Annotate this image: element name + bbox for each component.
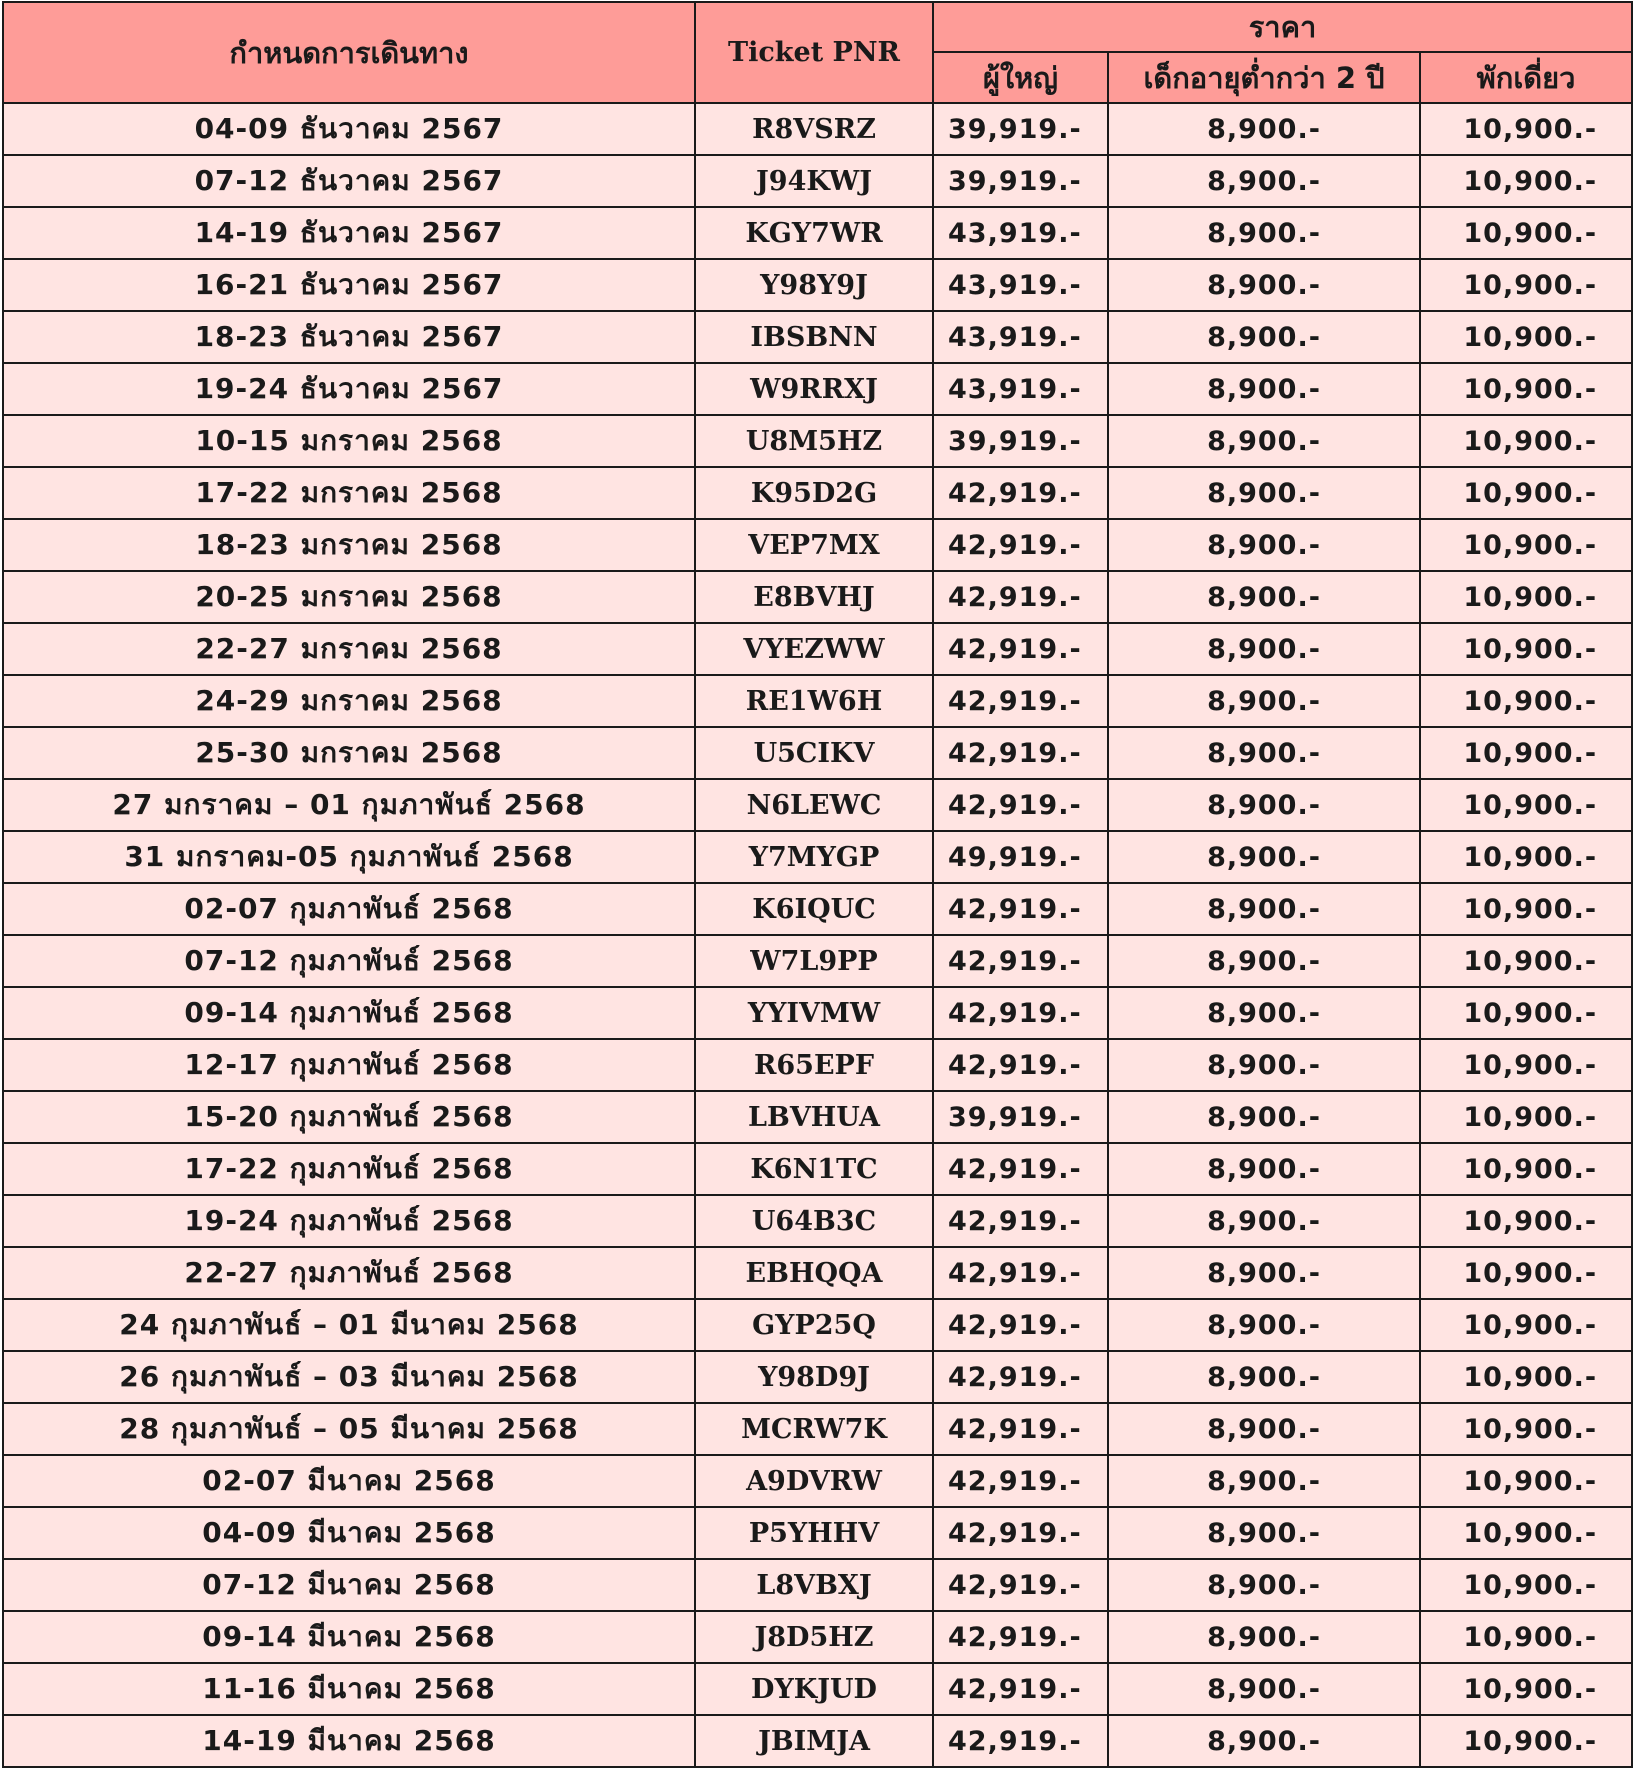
cell-child-price: 8,900.- bbox=[1108, 935, 1420, 987]
cell-child-price: 8,900.- bbox=[1108, 571, 1420, 623]
cell-ticket-pnr: KGY7WR bbox=[695, 207, 933, 259]
cell-single-supplement: 10,900.- bbox=[1420, 1039, 1632, 1091]
cell-travel-period: 25-30 มกราคม 2568 bbox=[3, 727, 695, 779]
cell-ticket-pnr: P5YHHV bbox=[695, 1507, 933, 1559]
cell-adult-price: 39,919.- bbox=[933, 155, 1108, 207]
cell-child-price: 8,900.- bbox=[1108, 1455, 1420, 1507]
cell-travel-period: 19-24 ธันวาคม 2567 bbox=[3, 363, 695, 415]
header-child-under-2: เด็กอายุต่ำกว่า 2 ปี bbox=[1108, 52, 1420, 103]
cell-adult-price: 42,919.- bbox=[933, 987, 1108, 1039]
cell-ticket-pnr: Y98Y9J bbox=[695, 259, 933, 311]
table-row bbox=[3, 883, 1632, 935]
cell-child-price: 8,900.- bbox=[1108, 1143, 1420, 1195]
cell-travel-period: 24-29 มกราคม 2568 bbox=[3, 675, 695, 727]
cell-child-price: 8,900.- bbox=[1108, 883, 1420, 935]
cell-travel-period: 17-22 กุมภาพันธ์ 2568 bbox=[3, 1143, 695, 1195]
cell-adult-price: 42,919.- bbox=[933, 779, 1108, 831]
cell-travel-period: 19-24 กุมภาพันธ์ 2568 bbox=[3, 1195, 695, 1247]
table-row bbox=[3, 415, 1632, 467]
cell-adult-price: 42,919.- bbox=[933, 519, 1108, 571]
cell-adult-price: 42,919.- bbox=[933, 1143, 1108, 1195]
cell-ticket-pnr: Y7MYGP bbox=[695, 831, 933, 883]
cell-adult-price: 39,919.- bbox=[933, 103, 1108, 155]
cell-adult-price: 42,919.- bbox=[933, 571, 1108, 623]
table-row bbox=[3, 1455, 1632, 1507]
cell-single-supplement: 10,900.- bbox=[1420, 623, 1632, 675]
cell-single-supplement: 10,900.- bbox=[1420, 1247, 1632, 1299]
table-row bbox=[3, 727, 1632, 779]
cell-single-supplement: 10,900.- bbox=[1420, 1611, 1632, 1663]
cell-ticket-pnr: L8VBXJ bbox=[695, 1559, 933, 1611]
cell-adult-price: 42,919.- bbox=[933, 623, 1108, 675]
cell-travel-period: 18-23 ธันวาคม 2567 bbox=[3, 311, 695, 363]
header-travel-period: กำหนดการเดินทาง bbox=[3, 2, 695, 103]
cell-single-supplement: 10,900.- bbox=[1420, 1715, 1632, 1767]
cell-adult-price: 42,919.- bbox=[933, 1403, 1108, 1455]
cell-travel-period: 24 กุมภาพันธ์ – 01 มีนาคม 2568 bbox=[3, 1299, 695, 1351]
cell-travel-period: 18-23 มกราคม 2568 bbox=[3, 519, 695, 571]
cell-ticket-pnr: U64B3C bbox=[695, 1195, 933, 1247]
cell-child-price: 8,900.- bbox=[1108, 155, 1420, 207]
cell-child-price: 8,900.- bbox=[1108, 207, 1420, 259]
table-row bbox=[3, 467, 1632, 519]
cell-travel-period: 02-07 มีนาคม 2568 bbox=[3, 1455, 695, 1507]
cell-child-price: 8,900.- bbox=[1108, 1039, 1420, 1091]
cell-child-price: 8,900.- bbox=[1108, 727, 1420, 779]
table-row bbox=[3, 103, 1632, 155]
cell-single-supplement: 10,900.- bbox=[1420, 571, 1632, 623]
cell-travel-period: 31 มกราคม-05 กุมภาพันธ์ 2568 bbox=[3, 831, 695, 883]
cell-travel-period: 12-17 กุมภาพันธ์ 2568 bbox=[3, 1039, 695, 1091]
cell-child-price: 8,900.- bbox=[1108, 1247, 1420, 1299]
cell-child-price: 8,900.- bbox=[1108, 311, 1420, 363]
cell-child-price: 8,900.- bbox=[1108, 623, 1420, 675]
cell-adult-price: 42,919.- bbox=[933, 1299, 1108, 1351]
table-row bbox=[3, 1663, 1632, 1715]
cell-ticket-pnr: N6LEWC bbox=[695, 779, 933, 831]
cell-single-supplement: 10,900.- bbox=[1420, 311, 1632, 363]
cell-travel-period: 10-15 มกราคม 2568 bbox=[3, 415, 695, 467]
cell-child-price: 8,900.- bbox=[1108, 259, 1420, 311]
cell-single-supplement: 10,900.- bbox=[1420, 831, 1632, 883]
cell-single-supplement: 10,900.- bbox=[1420, 155, 1632, 207]
table-row bbox=[3, 1091, 1632, 1143]
table-row bbox=[3, 207, 1632, 259]
cell-adult-price: 43,919.- bbox=[933, 259, 1108, 311]
cell-ticket-pnr: JBIMJA bbox=[695, 1715, 933, 1767]
table-row bbox=[3, 1351, 1632, 1403]
cell-ticket-pnr: VYEZWW bbox=[695, 623, 933, 675]
cell-adult-price: 42,919.- bbox=[933, 1663, 1108, 1715]
cell-child-price: 8,900.- bbox=[1108, 1091, 1420, 1143]
cell-adult-price: 42,919.- bbox=[933, 1559, 1108, 1611]
cell-single-supplement: 10,900.- bbox=[1420, 519, 1632, 571]
cell-adult-price: 42,919.- bbox=[933, 1507, 1108, 1559]
cell-single-supplement: 10,900.- bbox=[1420, 935, 1632, 987]
cell-adult-price: 39,919.- bbox=[933, 1091, 1108, 1143]
price-table-container bbox=[2, 1, 1631, 1768]
cell-adult-price: 42,919.- bbox=[933, 1351, 1108, 1403]
cell-adult-price: 42,919.- bbox=[933, 467, 1108, 519]
table-row bbox=[3, 1247, 1632, 1299]
table-row bbox=[3, 1039, 1632, 1091]
cell-single-supplement: 10,900.- bbox=[1420, 467, 1632, 519]
table-row bbox=[3, 1143, 1632, 1195]
table-row bbox=[3, 935, 1632, 987]
cell-ticket-pnr: K6IQUC bbox=[695, 883, 933, 935]
cell-travel-period: 02-07 กุมภาพันธ์ 2568 bbox=[3, 883, 695, 935]
cell-ticket-pnr: MCRW7K bbox=[695, 1403, 933, 1455]
cell-single-supplement: 10,900.- bbox=[1420, 103, 1632, 155]
cell-child-price: 8,900.- bbox=[1108, 1507, 1420, 1559]
cell-travel-period: 04-09 มีนาคม 2568 bbox=[3, 1507, 695, 1559]
cell-adult-price: 43,919.- bbox=[933, 311, 1108, 363]
cell-travel-period: 14-19 ธันวาคม 2567 bbox=[3, 207, 695, 259]
cell-adult-price: 49,919.- bbox=[933, 831, 1108, 883]
table-row bbox=[3, 1195, 1632, 1247]
cell-child-price: 8,900.- bbox=[1108, 675, 1420, 727]
cell-child-price: 8,900.- bbox=[1108, 363, 1420, 415]
cell-child-price: 8,900.- bbox=[1108, 1195, 1420, 1247]
header-ticket-pnr: Ticket PNR bbox=[695, 2, 933, 103]
cell-child-price: 8,900.- bbox=[1108, 1299, 1420, 1351]
table-row bbox=[3, 519, 1632, 571]
cell-adult-price: 42,919.- bbox=[933, 935, 1108, 987]
cell-adult-price: 39,919.- bbox=[933, 415, 1108, 467]
cell-single-supplement: 10,900.- bbox=[1420, 1663, 1632, 1715]
cell-single-supplement: 10,900.- bbox=[1420, 363, 1632, 415]
cell-single-supplement: 10,900.- bbox=[1420, 883, 1632, 935]
cell-ticket-pnr: K95D2G bbox=[695, 467, 933, 519]
cell-adult-price: 42,919.- bbox=[933, 1195, 1108, 1247]
cell-travel-period: 17-22 มกราคม 2568 bbox=[3, 467, 695, 519]
table-row bbox=[3, 311, 1632, 363]
cell-single-supplement: 10,900.- bbox=[1420, 727, 1632, 779]
cell-adult-price: 42,919.- bbox=[933, 675, 1108, 727]
header-single-supplement: พักเดี่ยว bbox=[1420, 52, 1632, 103]
cell-travel-period: 09-14 มีนาคม 2568 bbox=[3, 1611, 695, 1663]
cell-ticket-pnr: EBHQQA bbox=[695, 1247, 933, 1299]
table-row bbox=[3, 363, 1632, 415]
table-header bbox=[3, 2, 1632, 103]
table-body bbox=[3, 103, 1632, 1767]
cell-ticket-pnr: R8VSRZ bbox=[695, 103, 933, 155]
cell-child-price: 8,900.- bbox=[1108, 103, 1420, 155]
cell-ticket-pnr: R65EPF bbox=[695, 1039, 933, 1091]
cell-single-supplement: 10,900.- bbox=[1420, 259, 1632, 311]
cell-travel-period: 26 กุมภาพันธ์ – 03 มีนาคม 2568 bbox=[3, 1351, 695, 1403]
cell-ticket-pnr: LBVHUA bbox=[695, 1091, 933, 1143]
cell-ticket-pnr: RE1W6H bbox=[695, 675, 933, 727]
cell-travel-period: 11-16 มีนาคม 2568 bbox=[3, 1663, 695, 1715]
cell-travel-period: 09-14 กุมภาพันธ์ 2568 bbox=[3, 987, 695, 1039]
cell-single-supplement: 10,900.- bbox=[1420, 415, 1632, 467]
cell-ticket-pnr: J8D5HZ bbox=[695, 1611, 933, 1663]
cell-single-supplement: 10,900.- bbox=[1420, 207, 1632, 259]
cell-single-supplement: 10,900.- bbox=[1420, 675, 1632, 727]
cell-adult-price: 42,919.- bbox=[933, 1039, 1108, 1091]
cell-travel-period: 22-27 กุมภาพันธ์ 2568 bbox=[3, 1247, 695, 1299]
cell-travel-period: 07-12 กุมภาพันธ์ 2568 bbox=[3, 935, 695, 987]
cell-adult-price: 42,919.- bbox=[933, 727, 1108, 779]
cell-child-price: 8,900.- bbox=[1108, 831, 1420, 883]
table-row bbox=[3, 1507, 1632, 1559]
cell-ticket-pnr: VEP7MX bbox=[695, 519, 933, 571]
cell-ticket-pnr: K6N1TC bbox=[695, 1143, 933, 1195]
table-row bbox=[3, 571, 1632, 623]
cell-travel-period: 20-25 มกราคม 2568 bbox=[3, 571, 695, 623]
cell-travel-period: 04-09 ธันวาคม 2567 bbox=[3, 103, 695, 155]
cell-travel-period: 28 กุมภาพันธ์ – 05 มีนาคม 2568 bbox=[3, 1403, 695, 1455]
cell-child-price: 8,900.- bbox=[1108, 1351, 1420, 1403]
cell-travel-period: 22-27 มกราคม 2568 bbox=[3, 623, 695, 675]
cell-child-price: 8,900.- bbox=[1108, 1663, 1420, 1715]
cell-single-supplement: 10,900.- bbox=[1420, 1351, 1632, 1403]
cell-child-price: 8,900.- bbox=[1108, 779, 1420, 831]
cell-single-supplement: 10,900.- bbox=[1420, 1299, 1632, 1351]
table-row bbox=[3, 1559, 1632, 1611]
cell-single-supplement: 10,900.- bbox=[1420, 1455, 1632, 1507]
cell-ticket-pnr: W9RRXJ bbox=[695, 363, 933, 415]
table-row bbox=[3, 1715, 1632, 1767]
cell-ticket-pnr: E8BVHJ bbox=[695, 571, 933, 623]
cell-adult-price: 42,919.- bbox=[933, 1611, 1108, 1663]
cell-adult-price: 42,919.- bbox=[933, 883, 1108, 935]
cell-child-price: 8,900.- bbox=[1108, 519, 1420, 571]
cell-ticket-pnr: U8M5HZ bbox=[695, 415, 933, 467]
table-row bbox=[3, 1299, 1632, 1351]
price-table bbox=[2, 1, 1633, 1768]
cell-travel-period: 15-20 กุมภาพันธ์ 2568 bbox=[3, 1091, 695, 1143]
cell-child-price: 8,900.- bbox=[1108, 1715, 1420, 1767]
cell-ticket-pnr: DYKJUD bbox=[695, 1663, 933, 1715]
cell-single-supplement: 10,900.- bbox=[1420, 1559, 1632, 1611]
cell-travel-period: 14-19 มีนาคม 2568 bbox=[3, 1715, 695, 1767]
cell-child-price: 8,900.- bbox=[1108, 467, 1420, 519]
cell-child-price: 8,900.- bbox=[1108, 1611, 1420, 1663]
cell-single-supplement: 10,900.- bbox=[1420, 1507, 1632, 1559]
table-row bbox=[3, 623, 1632, 675]
table-row bbox=[3, 1611, 1632, 1663]
cell-adult-price: 42,919.- bbox=[933, 1455, 1108, 1507]
cell-travel-period: 27 มกราคม – 01 กุมภาพันธ์ 2568 bbox=[3, 779, 695, 831]
cell-ticket-pnr: GYP25Q bbox=[695, 1299, 933, 1351]
cell-child-price: 8,900.- bbox=[1108, 987, 1420, 1039]
table-row bbox=[3, 259, 1632, 311]
cell-single-supplement: 10,900.- bbox=[1420, 987, 1632, 1039]
cell-child-price: 8,900.- bbox=[1108, 415, 1420, 467]
cell-single-supplement: 10,900.- bbox=[1420, 779, 1632, 831]
cell-adult-price: 43,919.- bbox=[933, 207, 1108, 259]
cell-single-supplement: 10,900.- bbox=[1420, 1195, 1632, 1247]
cell-ticket-pnr: J94KWJ bbox=[695, 155, 933, 207]
cell-ticket-pnr: IBSBNN bbox=[695, 311, 933, 363]
cell-travel-period: 07-12 ธันวาคม 2567 bbox=[3, 155, 695, 207]
cell-ticket-pnr: U5CIKV bbox=[695, 727, 933, 779]
cell-child-price: 8,900.- bbox=[1108, 1403, 1420, 1455]
table-row bbox=[3, 779, 1632, 831]
cell-adult-price: 43,919.- bbox=[933, 363, 1108, 415]
cell-adult-price: 42,919.- bbox=[933, 1715, 1108, 1767]
cell-ticket-pnr: A9DVRW bbox=[695, 1455, 933, 1507]
table-row bbox=[3, 155, 1632, 207]
cell-travel-period: 07-12 มีนาคม 2568 bbox=[3, 1559, 695, 1611]
table-row bbox=[3, 1403, 1632, 1455]
header-adult: ผู้ใหญ่ bbox=[933, 52, 1108, 103]
cell-adult-price: 42,919.- bbox=[933, 1247, 1108, 1299]
table-row bbox=[3, 675, 1632, 727]
cell-ticket-pnr: Y98D9J bbox=[695, 1351, 933, 1403]
cell-ticket-pnr: YYIVMW bbox=[695, 987, 933, 1039]
cell-child-price: 8,900.- bbox=[1108, 1559, 1420, 1611]
cell-single-supplement: 10,900.- bbox=[1420, 1091, 1632, 1143]
cell-travel-period: 16-21 ธันวาคม 2567 bbox=[3, 259, 695, 311]
table-row bbox=[3, 987, 1632, 1039]
table-row bbox=[3, 831, 1632, 883]
cell-single-supplement: 10,900.- bbox=[1420, 1403, 1632, 1455]
cell-ticket-pnr: W7L9PP bbox=[695, 935, 933, 987]
header-price: ราคา bbox=[933, 2, 1632, 52]
cell-single-supplement: 10,900.- bbox=[1420, 1143, 1632, 1195]
